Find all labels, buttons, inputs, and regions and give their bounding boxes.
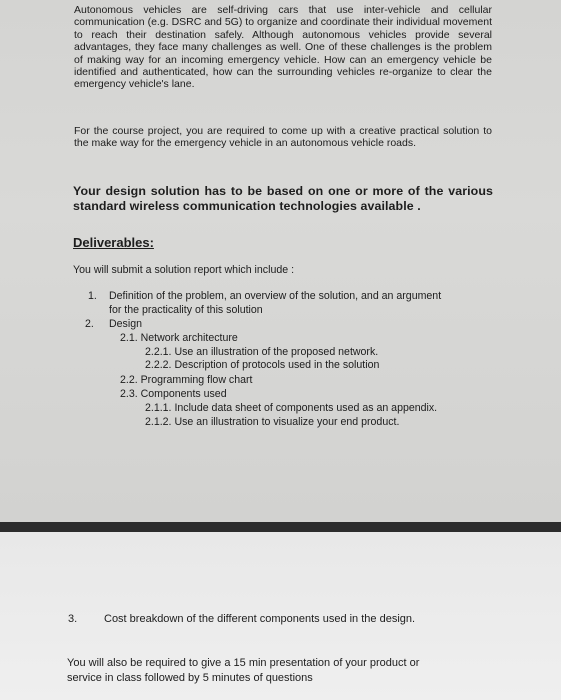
item-2-label: Design — [109, 318, 142, 330]
presentation-line-1: You will also be required to give a 15 min presentation of your product or — [67, 657, 420, 669]
presentation-line-2: service in class followed by 5 minutes of questions — [67, 672, 313, 684]
sub-item-2-2: 2.2. Programming flow chart — [120, 374, 253, 386]
sub-item-2-3: 2.3. Components used — [120, 388, 227, 400]
sub-item-2-1-1: 2.1.1. Include data sheet of components used as an appendix. — [145, 402, 438, 414]
sub-item-2-2-2: 2.2.2. Description of protocols used in the solution — [145, 359, 380, 371]
intro-paragraph: Autonomous vehicles are self-driving cars that use inter-vehicle and cellular communication (e.g. DSRC and 5G) to organize and coordinate their individual movement to reach their destination safely. Although autonomous vehicles provide several advantages, they face many challenges as well. One of these challenges is the problem of making way for an incoming emergency vehicle. How can an emergency vehicle be identified and authenticated, how can the surrounding vehicles re-organize to clear the emergency vehicle's lane. — [74, 4, 492, 91]
item-2-number: 2. — [85, 318, 94, 330]
sub-item-2-1-2: 2.1.2. Use an illustration to visualize your end product. — [145, 416, 400, 428]
item-1-number: 1. — [88, 290, 97, 302]
item-3-label: Cost breakdown of the different components used in the design. — [104, 613, 416, 625]
item-3-number: 3. — [68, 613, 78, 625]
deliverables-heading: Deliverables: — [73, 235, 154, 250]
page-divider — [0, 522, 561, 532]
item-1-line-1: Definition of the problem, an overview of the solution, and an argument — [109, 290, 442, 302]
design-statement: Your design solution has to be based on one or more of the various standard wireless communication technologies available . — [73, 184, 493, 213]
item-1-line-2: for the practicality of this solution — [109, 304, 263, 316]
sub-item-2-2-1: 2.2.1. Use an illustration of the proposed network. — [145, 346, 379, 358]
project-paragraph: For the course project, you are required to come up with a creative practical solution to the make way for the emergency vehicle in an autonomous vehicle roads. — [74, 125, 492, 150]
sub-item-2-1: 2.1. Network architecture — [120, 332, 238, 344]
report-intro: You will submit a solution report which include : — [73, 264, 295, 276]
